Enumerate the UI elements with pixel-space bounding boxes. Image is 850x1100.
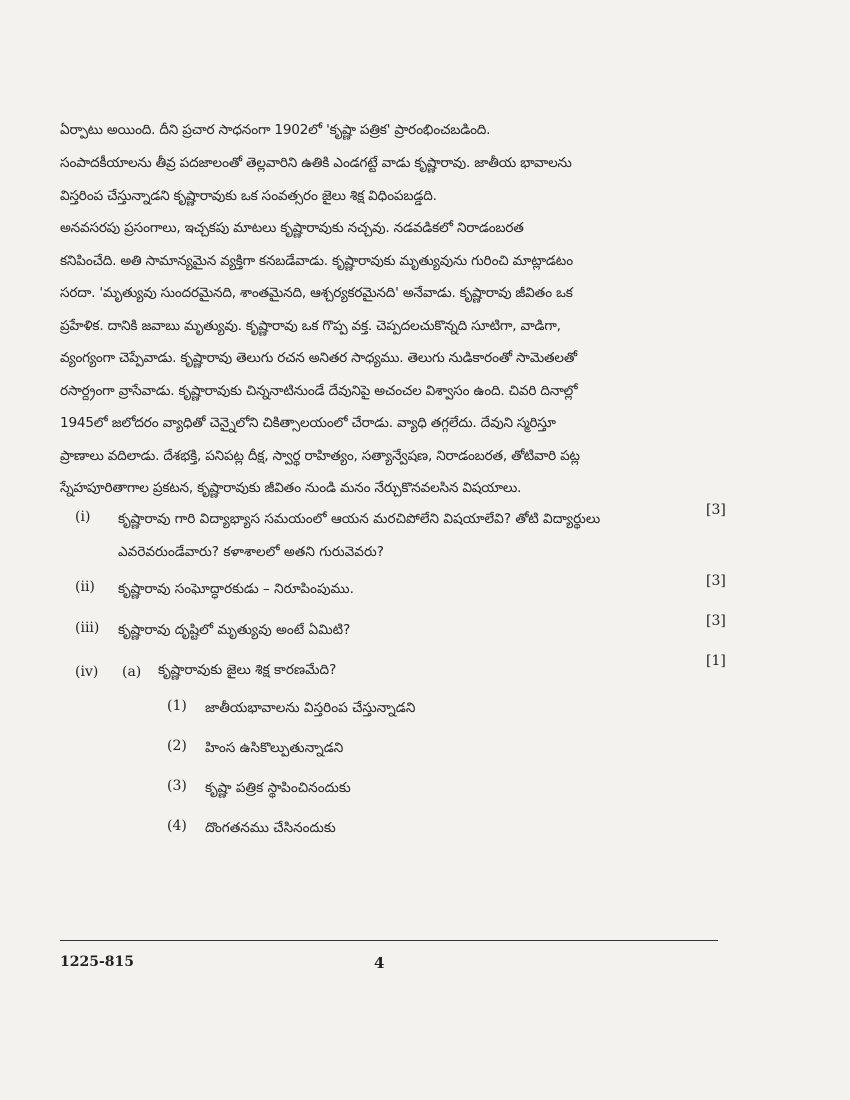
- passage-line: కనిపించేది. అతి సామాన్యమైన వ్యక్తిగా కనబడేవాడు. కృష్ణారావుకు మృత్యువును గురించి మాట్లాడటం: [60, 253, 573, 269]
- marks-label: [3]: [706, 573, 726, 589]
- option-text: హింస ఉసికొల్పుతున్నాడని: [205, 740, 344, 756]
- option-text: కృష్ణా పత్రిక స్థాపించినందుకు: [205, 780, 351, 796]
- sub-question-label: (a): [122, 664, 142, 680]
- question-number: (i): [75, 509, 91, 525]
- marks-label: [3]: [706, 502, 726, 518]
- marks-label: [1]: [706, 653, 726, 669]
- passage-line: ఏర్పాటు అయింది. దీని ప్రచార సాధనంగా 1902లో 'కృష్ణా పత్రిక' ప్రారంభించబడింది.: [60, 122, 491, 138]
- option-text: జాతీయభావాలను విస్తరింప చేస్తున్నాడని: [205, 700, 416, 716]
- paper-code: 1225-815: [60, 954, 134, 970]
- question-text: కృష్ణారావు గారి విద్యాభ్యాస సమయంలో ఆయన మరచిపోలేని విషయాలేవి? తోటి విద్యార్థులు: [118, 511, 601, 527]
- question-text: కృష్ణారావుకు జైలు శిక్ష కారణమేది?: [158, 662, 337, 678]
- footer-rule: [60, 940, 718, 941]
- passage-line: సంపాదకీయాలను తీవ్ర పదజాలంతో తెల్లవారిని ఉతికి ఎండగట్టే వాడు కృష్ణారావు. జాతీయ భావాలను: [60, 155, 572, 171]
- passage-line: 1945లో జలోదరం వ్యాధితో చెన్నైలోని చికిత్సాలయంలో చేరాడు. వ్యాధి తగ్గలేదు. దేవుని స్మరిస్తూ: [60, 415, 556, 431]
- page-number: 4: [374, 954, 385, 972]
- question-number: (iv): [75, 664, 99, 680]
- option-number: (3): [167, 778, 187, 794]
- passage-line: వ్యంగ్యంగా చెప్పేవాడు. కృష్ణారావు తెలుగు రచన అనితర సాధ్యము. తెలుగు నుడికారంతో సామెతలతో: [60, 350, 577, 366]
- question-number: (iii): [75, 620, 100, 636]
- question-text: ఎవరెవరుండేవారు? కళాశాలలో అతని గురువెవరు?: [118, 544, 384, 560]
- question-text: కృష్ణారావు దృష్టిలో మృత్యువు అంటే ఏమిటి?: [118, 622, 351, 638]
- passage-line: సరదా. 'మృత్యువు సుందరమైనది, శాంతమైనది, ఆశ్చర్యకరమైనది' అనేవాడు. కృష్ణారావు జీవితం ఒక: [60, 285, 573, 301]
- passage-line: అనవసరపు ప్రసంగాలు, ఇచ్చకపు మాటలు కృష్ణారావుకు నచ్చవు. నడవడికలో నిరాడంబరత: [60, 220, 524, 236]
- option-number: (1): [167, 698, 187, 714]
- passage-line: ప్రహేళిక. దానికి జవాబు మృత్యువు. కృష్ణారావు ఒక గొప్ప వక్త. చెప్పదలచుకొన్నది సూటిగా, వాడిగా,: [60, 318, 561, 334]
- marks-label: [3]: [706, 613, 726, 629]
- option-number: (2): [167, 738, 187, 754]
- passage-line: ప్రాణాలు వదిలాడు. దేశభక్తి, పనిపట్ల దీక్ష, స్వార్థ రాహిత్యం, సత్యాన్వేషణ, నిరాడంబరత, తోటివారి పట్ల: [60, 448, 580, 464]
- passage-line: విస్తరింప చేస్తున్నాడని కృష్ణారావుకు ఒక సంవత్సరం జైలు శిక్ష విధింపబడ్డది.: [60, 188, 437, 204]
- passage-line: స్నేహపూరితాగాల ప్రకటన, కృష్ణారావుకు జీవితం నుండి మనం నేర్చుకొనవలసిన విషయాలు.: [60, 480, 522, 496]
- passage-line: రసార్ద్రంగా వ్రాసేవాడు. కృష్ణారావుకు చిన్ననాటినుండే దేవునిపై అచంచల విశ్వాసం ఉంది. చివరి దినాల్లో: [60, 383, 578, 399]
- question-text: కృష్ణారావు సంఘోద్ధారకుడు – నిరూపింపుము.: [118, 581, 354, 597]
- option-number: (4): [167, 818, 187, 834]
- question-number: (ii): [75, 579, 95, 595]
- option-text: దొంగతనము చేసినందుకు: [205, 820, 336, 836]
